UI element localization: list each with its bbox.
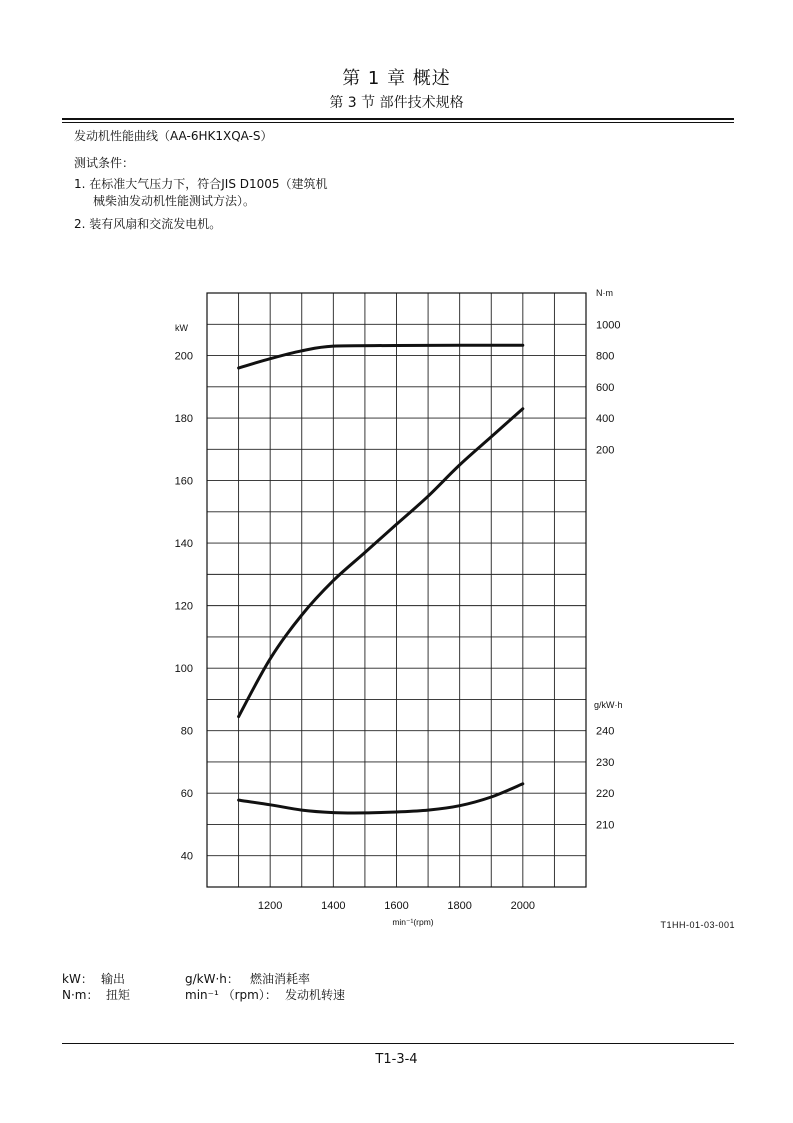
kw-tick-label: 140 [174, 538, 193, 551]
fuel-tick-label: 220 [596, 788, 615, 801]
torque-curve [239, 345, 523, 368]
rpm-tick-labels [258, 900, 535, 912]
fuel-tick-label: 230 [596, 756, 615, 769]
chart-series [239, 345, 523, 813]
figure-code: T1HH-01-03-001 [660, 920, 735, 930]
kw-tick-label: 80 [180, 725, 193, 738]
kw-tick-label: 200 [174, 350, 193, 363]
kw-tick-label: 100 [174, 663, 193, 676]
kw-tick-label: 60 [180, 788, 193, 801]
page-number: T1-3-4 [375, 1052, 418, 1067]
legend-nm-key: N·m： [62, 988, 99, 1002]
kw-tick-label: 180 [174, 413, 193, 426]
nm-tick-label: 1000 [596, 319, 621, 332]
fuel-consumption-curve [239, 784, 523, 813]
curve-title: 发动机性能曲线（AA-6HK1XQA-S） [74, 129, 273, 143]
rpm-tick-label: 1400 [321, 900, 346, 912]
nm-tick-label: 800 [596, 350, 615, 363]
condition-1-line2: 械柴油发动机性能测试方法）。 [93, 194, 256, 208]
legend-kw-desc: 输出 [101, 972, 126, 986]
legend-kw-key: kW： [62, 972, 93, 986]
kw-axis-unit: kW [175, 323, 188, 333]
nm-axis-unit: N·m [596, 288, 613, 298]
fuel-tick-labels [596, 726, 614, 832]
kw-tick-label: 160 [174, 475, 193, 488]
fuel-tick-label: 210 [596, 819, 615, 832]
kw-tick-labels [175, 351, 193, 863]
rpm-axis-label: min⁻¹(rpm) [392, 917, 434, 927]
conditions-label: 测试条件： [74, 156, 135, 170]
footer-rule [62, 1043, 734, 1044]
legend-rpm-desc: 发动机转速 [285, 988, 346, 1002]
power-curve [239, 409, 523, 717]
nm-tick-label: 600 [596, 381, 615, 394]
legend-nm-desc: 扭矩 [106, 988, 131, 1002]
kw-tick-label: 120 [174, 600, 193, 613]
fuel-axis-unit: g/kW·h [594, 700, 623, 710]
condition-2: 2. 装有风扇和交流发电机。 [74, 217, 222, 231]
condition-1-line1: 1. 在标准大气压力下，符合JIS D1005（建筑机 [74, 177, 328, 191]
legend-rpm-key: min⁻¹ （rpm）： [185, 988, 277, 1002]
nm-tick-label: 400 [596, 413, 615, 426]
rpm-tick-label: 1600 [384, 900, 409, 912]
fuel-tick-label: 240 [596, 725, 615, 738]
kw-tick-label: 40 [180, 850, 193, 863]
legend-fuel-desc: 燃油消耗率 [250, 972, 311, 986]
nm-tick-labels [596, 319, 620, 456]
chapter-title: 第 1 章 概述 [342, 68, 451, 89]
chart-grid [207, 293, 586, 887]
rpm-tick-label: 2000 [510, 900, 536, 912]
section-title: 第 3 节 部件技术规格 [329, 95, 464, 111]
rpm-tick-label: 1200 [257, 900, 283, 912]
legend-fuel-key: g/kW·h： [185, 972, 239, 986]
rpm-tick-label: 1800 [447, 900, 472, 912]
nm-tick-label: 200 [596, 444, 615, 457]
